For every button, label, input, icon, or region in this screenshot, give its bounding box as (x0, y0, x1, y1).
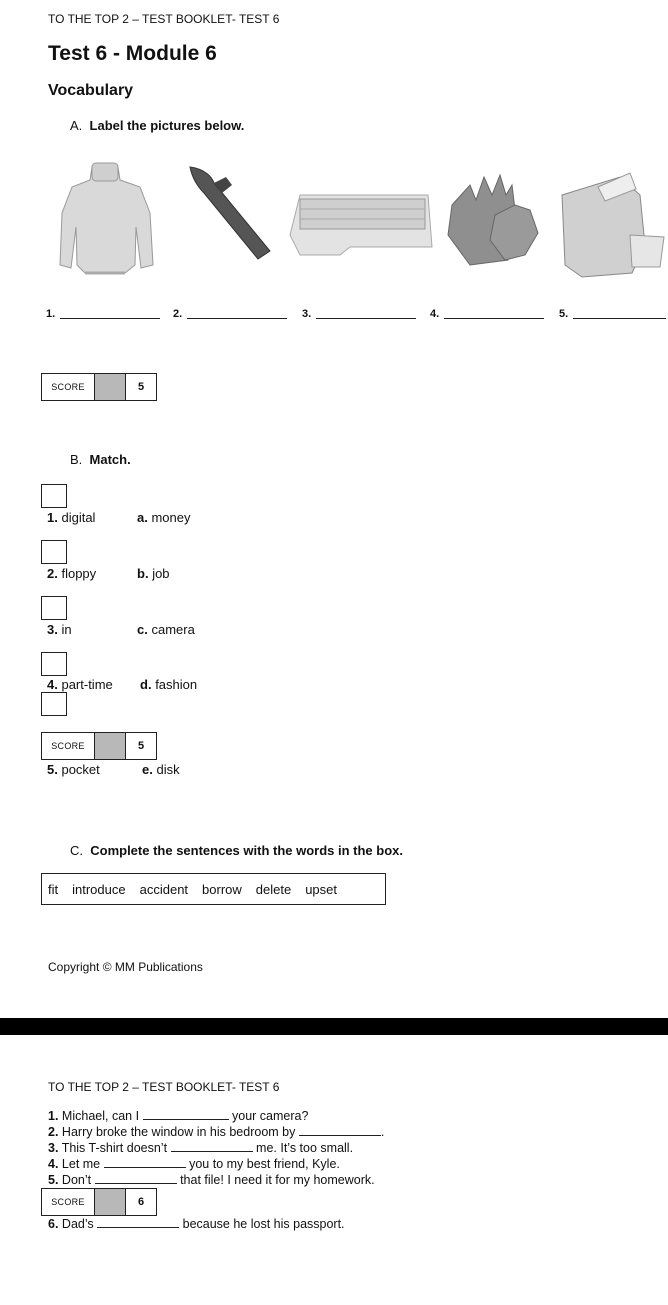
word-5: delete (255, 881, 292, 897)
sentence-1-blank[interactable] (143, 1109, 229, 1120)
sentence-3-blank[interactable] (171, 1141, 253, 1152)
word-4: borrow (202, 881, 242, 897)
match-right-c: c. camera (137, 622, 195, 637)
printer-image (562, 173, 664, 277)
keyboard-image (290, 195, 432, 255)
label-4-num: 4. (430, 308, 440, 320)
match-right-a: a. money (137, 510, 191, 525)
score-field[interactable] (95, 374, 126, 400)
sentence-2: 2. Harry broke the window in his bedroom by . (48, 1125, 385, 1139)
label-1-num: 1. (46, 308, 56, 320)
match-left-2: 2. floppy (47, 566, 97, 581)
score-box-a (41, 373, 157, 401)
part-b-text: Match. (89, 452, 131, 467)
part-c-letter: C. (70, 843, 83, 858)
match-answer-box-4[interactable] (41, 652, 67, 676)
sentence-5: 5. Don’t that file! I need it for my homework. (48, 1173, 375, 1187)
page-separator (0, 1018, 668, 1035)
part-c-instruction (70, 843, 403, 858)
pictures-strip (0, 155, 668, 285)
label-5-num: 5. (559, 308, 569, 320)
label-3-blank[interactable] (316, 318, 416, 319)
match-right-d: d. fashion (140, 677, 198, 692)
sweater-image (60, 163, 153, 273)
score-field[interactable] (95, 1189, 126, 1215)
sentence-4-blank[interactable] (104, 1157, 186, 1168)
word-1: fit (48, 881, 59, 897)
page-header: TO THE TOP 2 – TEST BOOKLET- TEST 6 (48, 12, 280, 26)
score-total: 5 (137, 381, 145, 393)
label-3-num: 3. (302, 308, 312, 320)
label-1-blank[interactable] (60, 318, 160, 319)
label-4-blank[interactable] (444, 318, 544, 319)
match-right-b: b. job (137, 566, 170, 581)
match-left-5: 5. pocket (47, 762, 100, 777)
part-c-text: Complete the sentences with the words in the box. (90, 843, 404, 858)
label-2-num: 2. (173, 308, 183, 320)
tie-image (190, 167, 270, 259)
label-5-blank[interactable] (573, 318, 666, 319)
section-title: Vocabulary (48, 82, 134, 99)
score-field[interactable] (95, 733, 126, 759)
part-b-instruction (70, 452, 131, 467)
match-right-e: e. disk (142, 762, 180, 777)
match-answer-box-2[interactable] (41, 540, 67, 564)
match-left-4: 4. part-time (47, 677, 113, 692)
match-answer-box-3[interactable] (41, 596, 67, 620)
match-answer-box-1[interactable] (41, 484, 67, 508)
sentence-2-blank[interactable] (299, 1125, 381, 1136)
sentence-1: 1. Michael, can I your camera? (48, 1109, 309, 1123)
score-label: SCORE (42, 733, 95, 759)
match-left-1: 1. digital (47, 510, 96, 525)
word-3: accident (139, 881, 189, 897)
word-6: upset (305, 881, 338, 897)
score-total: 6 (137, 1196, 145, 1208)
gloves-image (448, 175, 538, 265)
page-title: Test 6 - Module 6 (48, 42, 217, 65)
label-2-blank[interactable] (187, 318, 287, 319)
match-left-3: 3. in (47, 622, 72, 637)
part-b-letter: B. (70, 452, 83, 467)
part-a-letter: A. (70, 118, 83, 133)
copyright: Copyright © MM Publications (48, 960, 203, 974)
sentence-5-blank[interactable] (95, 1173, 177, 1184)
page-2-header: TO THE TOP 2 – TEST BOOKLET- TEST 6 (48, 1080, 280, 1094)
sentence-6-blank[interactable] (97, 1217, 179, 1228)
score-box-c (41, 1188, 157, 1216)
part-a-instruction (70, 118, 244, 133)
match-answer-box-5[interactable] (41, 692, 67, 716)
score-box-b (41, 732, 157, 760)
sentence-6: 6. Dad’s because he lost his passport. (48, 1217, 345, 1231)
score-label: SCORE (42, 374, 95, 400)
word-2: introduce (72, 881, 126, 897)
word-box (41, 873, 386, 905)
sentence-4: 4. Let me you to my best friend, Kyle. (48, 1157, 340, 1171)
score-total: 5 (137, 740, 145, 752)
part-a-text: Label the pictures below. (89, 118, 245, 133)
score-label: SCORE (42, 1189, 95, 1215)
sentence-3: 3. This T-shirt doesn’t me. It’s too small. (48, 1141, 354, 1155)
